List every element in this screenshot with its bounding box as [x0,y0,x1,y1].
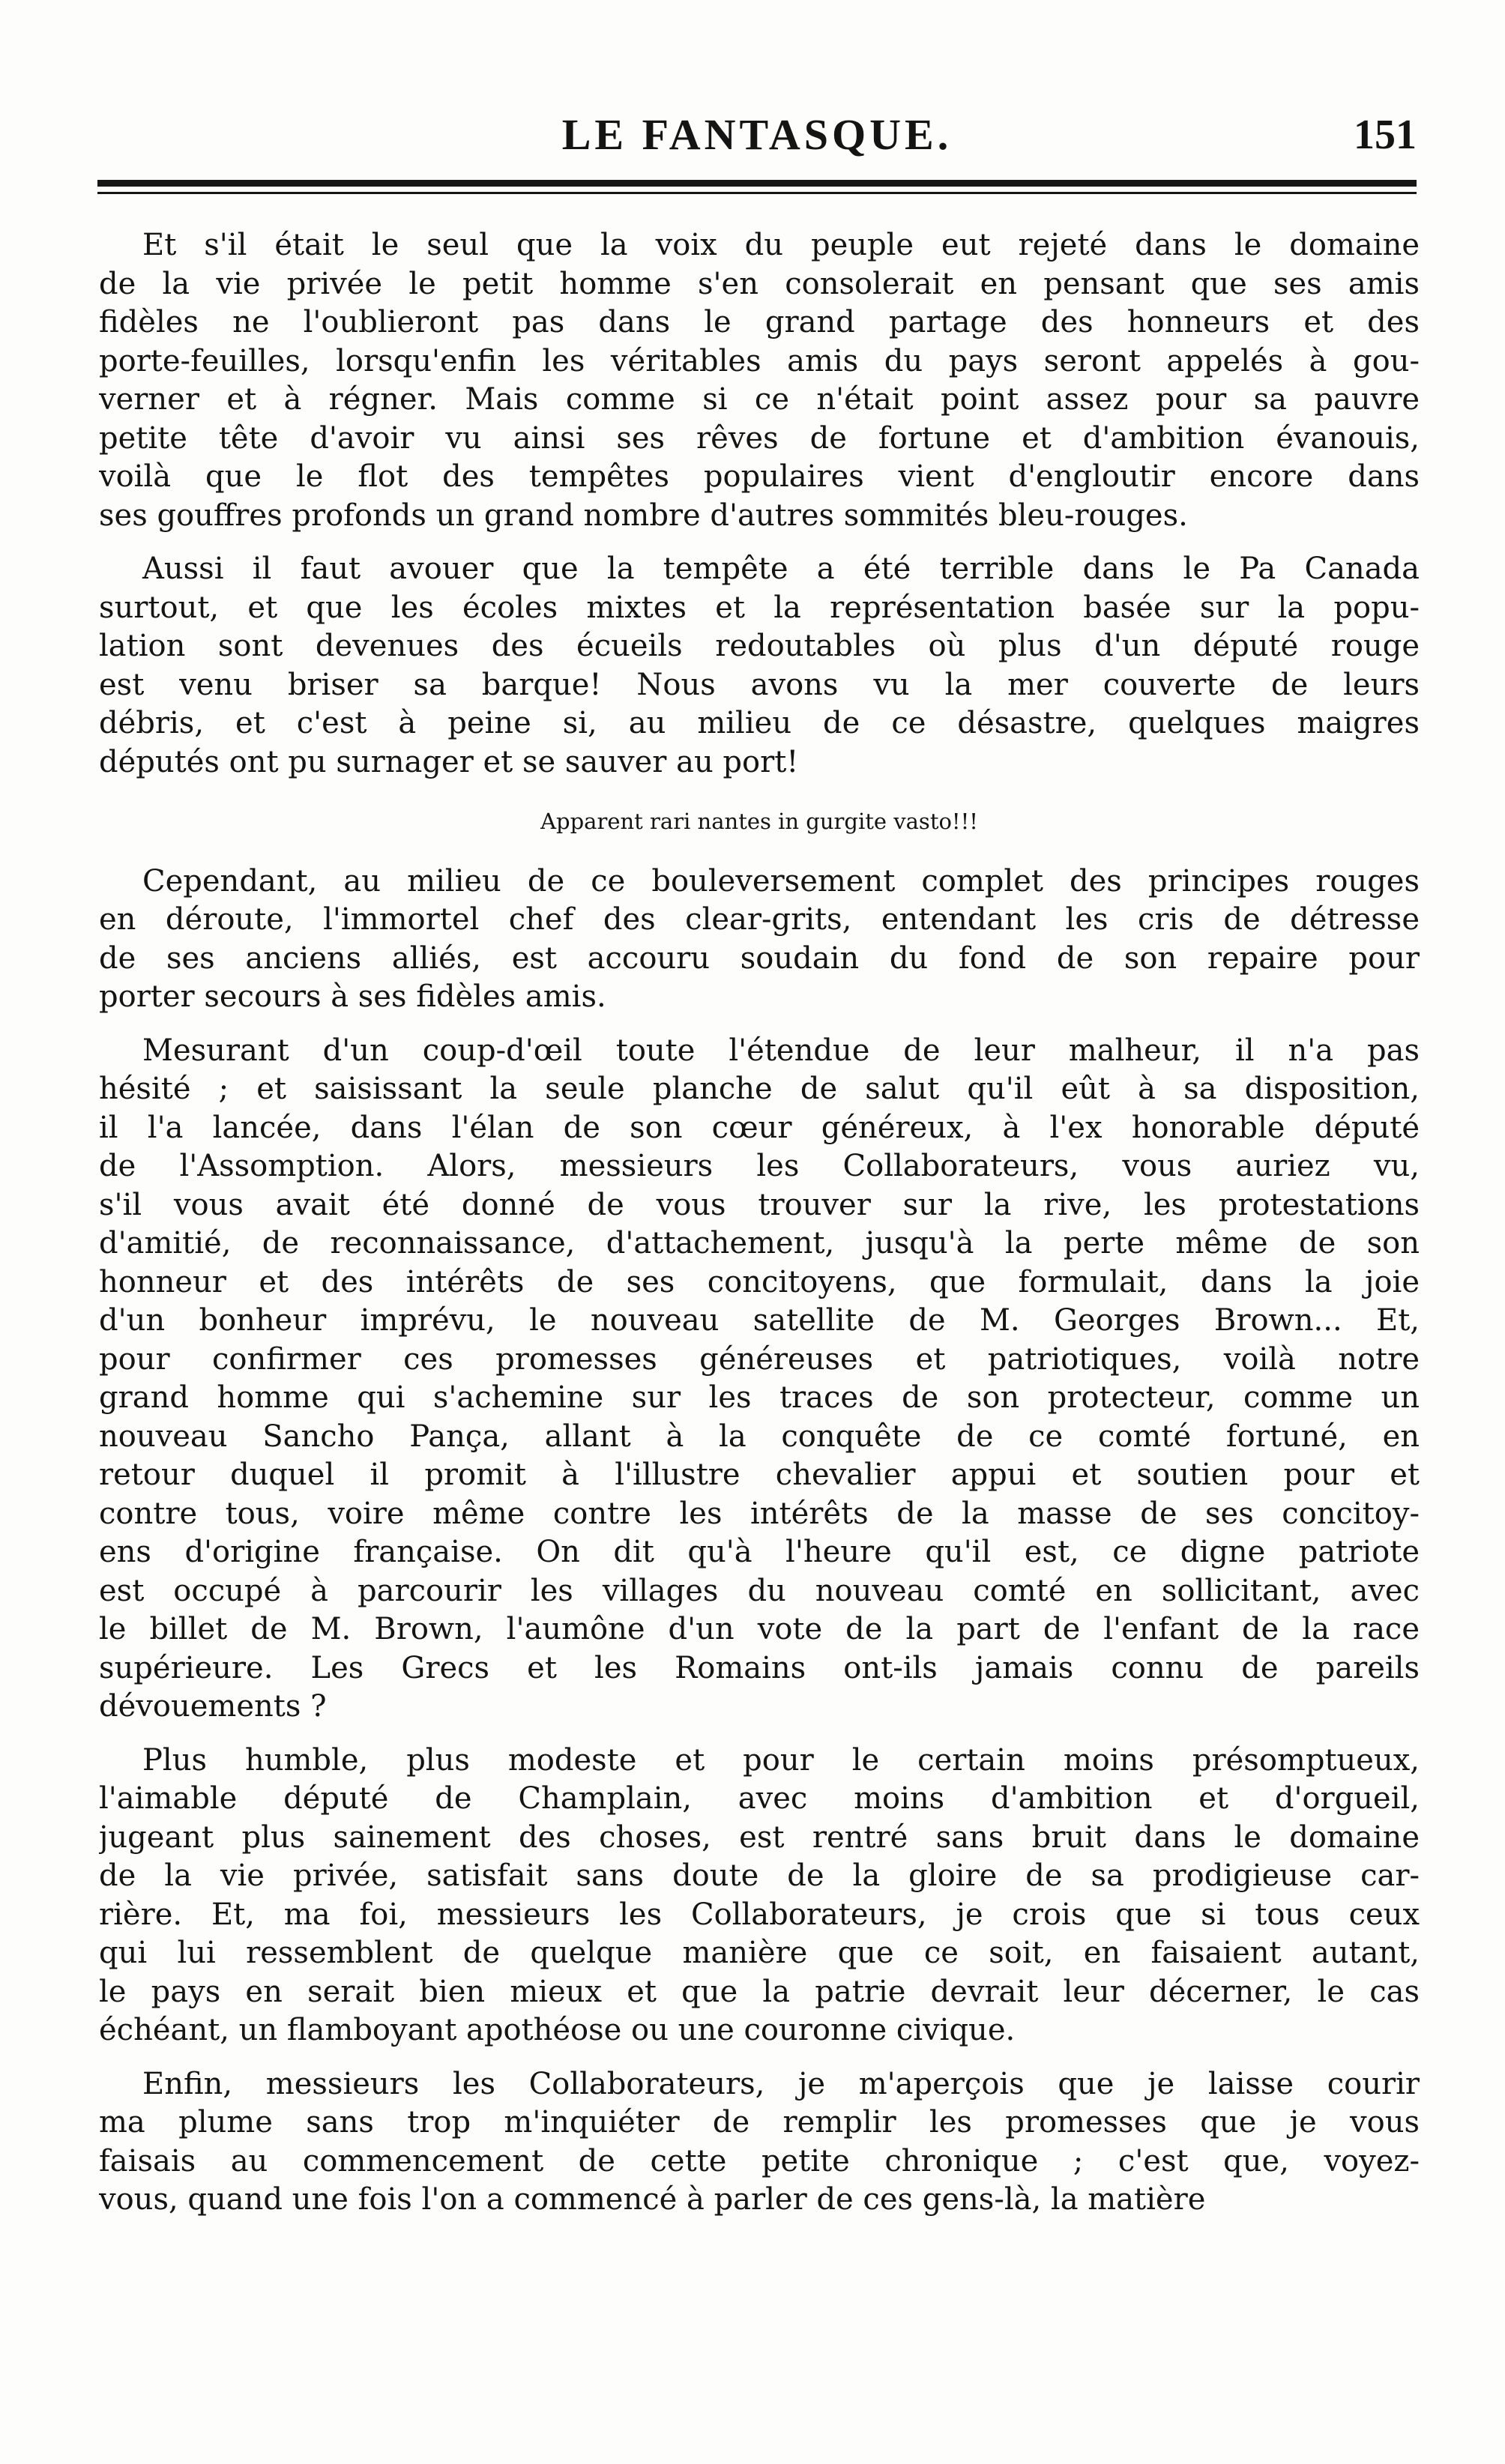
page-header [97,105,1417,165]
paragraph [99,2065,1420,2220]
text-line: le pays en serait bien mieux et que la patrie devrait leur décerner, le cas [99,1974,1420,2009]
latin-quotation [99,803,1420,842]
paragraph [99,1742,1420,2050]
text-line: surtout, et que les écoles mixtes et la représentation basée sur la popu- [99,590,1420,625]
text-line: pour confirmer ces promesses généreuses et patriotiques, voilà notre [99,1341,1420,1377]
text-line: de ses anciens alliés, est accouru soudain du fond de son repaire pour [99,940,1420,976]
text-line: voilà que le flot des tempêtes populaires vient d'engloutir encore dans [99,459,1420,494]
paragraph-gap [99,1727,1420,1742]
paragraph-gap [99,535,1420,550]
text-line: il l'a lancée, dans l'élan de son cœur généreux, à l'ex honorable député [99,1110,1420,1145]
text-line: Cependant, au milieu de ce bouleversement complet des principes rouges [142,863,1420,899]
paragraph [99,1032,1420,1727]
text-line: porte-feuilles, lorsqu'enfin les véritables amis du pays seront appelés à gou- [99,343,1420,378]
text-line: Apparent rari nantes in gurgite vasto!!! [540,809,978,834]
text-line: dévouements ? [99,1689,327,1724]
text-line: Mesurant d'un coup-d'œil toute l'étendue de leur malheur, il n'a pas [142,1033,1420,1068]
text-line: échéant, un flamboyant apothéose ou une couronne civique. [99,2013,1016,2047]
text-line: en déroute, l'immortel chef des clear-grits, entendant les cris de détresse [99,902,1420,937]
text-line: Aussi il faut avouer que la tempête a été terrible dans le Pa Canada [142,552,1420,586]
body-text [99,226,1420,2445]
text-line: fidèles ne l'oublieront pas dans le grand partage des honneurs et des [99,305,1420,339]
text-line: s'il vous avait été donné de vous trouver sur la rive, les protestations [99,1187,1420,1222]
text-line: ens d'origine française. On dit qu'à l'heure qu'il est, ce digne patriote [99,1535,1420,1569]
paragraph [99,863,1420,1017]
text-line: grand homme qui s'achemine sur les traces de son protecteur, comme un [99,1380,1420,1415]
paragraph-gap [99,782,1420,803]
text-line: rière. Et, ma foi, messieurs les Collaborateurs, je crois que si tous ceux [99,1897,1420,1932]
text-line: qui lui ressemblent de quelque manière que ce soit, en faisaient autant, [99,1936,1420,1970]
text-line: d'un bonheur imprévu, le nouveau satellite de M. Georges Brown... Et, [99,1303,1420,1338]
text-line: retour duquel il promit à l'illustre chevalier appui et soutien pour et [99,1458,1420,1492]
paragraph-gap [99,2050,1420,2065]
text-line: députés ont pu surnager et se sauver au port! [99,744,799,779]
running-title: LE FANTASQUE. [561,110,953,159]
page-number: 151 [1354,112,1417,158]
text-line: porter secours à ses fidèles amis. [99,979,606,1014]
text-line: ma plume sans trop m'inquiéter de remplir les promesses que je vous [99,2105,1420,2140]
text-line: de la vie privée le petit homme s'en consolerait en pensant que ses amis [99,266,1420,301]
text-line: nouveau Sancho Pança, allant à la conquête de ce comté fortuné, en [99,1419,1420,1454]
text-line: de l'Assomption. Alors, messieurs les Collaborateurs, vous auriez vu, [99,1149,1420,1183]
text-line: Enfin, messieurs les Collaborateurs, je m'aperçois que je laisse courir [142,2066,1420,2101]
header-rule-thick [97,180,1417,187]
text-line: est occupé à parcourir les villages du nouveau comté en sollicitant, avec [99,1573,1420,1608]
text-line: l'aimable député de Champlain, avec moins d'ambition et d'orgueil, [99,1781,1420,1816]
text-line: ses gouffres profonds un grand nombre d'autres sommités bleu-rouges. [99,498,1188,533]
text-line: d'amitié, de reconnaissance, d'attachement, jusqu'à la perte même de son [99,1226,1420,1260]
text-line: de la vie privée, satisfait sans doute de la gloire de sa prodigieuse car- [99,1858,1420,1893]
text-line: débris, et c'est à peine si, au milieu de ce désastre, quelques maigres [99,706,1420,740]
text-line: honneur et des intérêts de ses concitoyens, que formulait, dans la joie [99,1264,1420,1299]
text-line: le billet de M. Brown, l'aumône d'un vote de la part de l'enfant de la race [99,1612,1420,1646]
paragraph [99,226,1420,535]
text-line: hésité ; et saisissant la seule planche de salut qu'il eût à sa disposition, [99,1072,1420,1106]
text-line: Plus humble, plus modeste et pour le certain moins présomptueux, [142,1742,1420,1778]
text-line: Et s'il était le seul que la voix du peuple eut rejeté dans le domaine [142,228,1420,262]
text-line: verner et à régner. Mais comme si ce n'était point assez pour sa pauvre [99,382,1420,417]
header-rule-thin [97,192,1417,194]
text-line: est venu briser sa barque! Nous avons vu la mer couverte de leurs [99,667,1420,702]
text-line: contre tous, voire même contre les intérêts de la masse de ses concitoy- [99,1496,1420,1531]
paragraph-gap [99,842,1420,863]
paragraph [99,550,1420,782]
text-line: lation sont devenues des écueils redoutables où plus d'un député rouge [99,629,1420,663]
text-line: vous, quand une fois l'on a commencé à parler de ces gens-là, la matière [99,2182,1206,2217]
text-line: faisais au commencement de cette petite chronique ; c'est que, voyez- [99,2143,1420,2178]
text-line: jugeant plus sainement des choses, est rentré sans bruit dans le domaine [99,1820,1420,1855]
text-line: supérieure. Les Grecs et les Romains ont-ils jamais connu de pareils [99,1650,1420,1685]
text-line: petite tête d'avoir vu ainsi ses rêves de fortune et d'ambition évanouis, [99,420,1420,456]
paragraph-gap [99,1017,1420,1032]
